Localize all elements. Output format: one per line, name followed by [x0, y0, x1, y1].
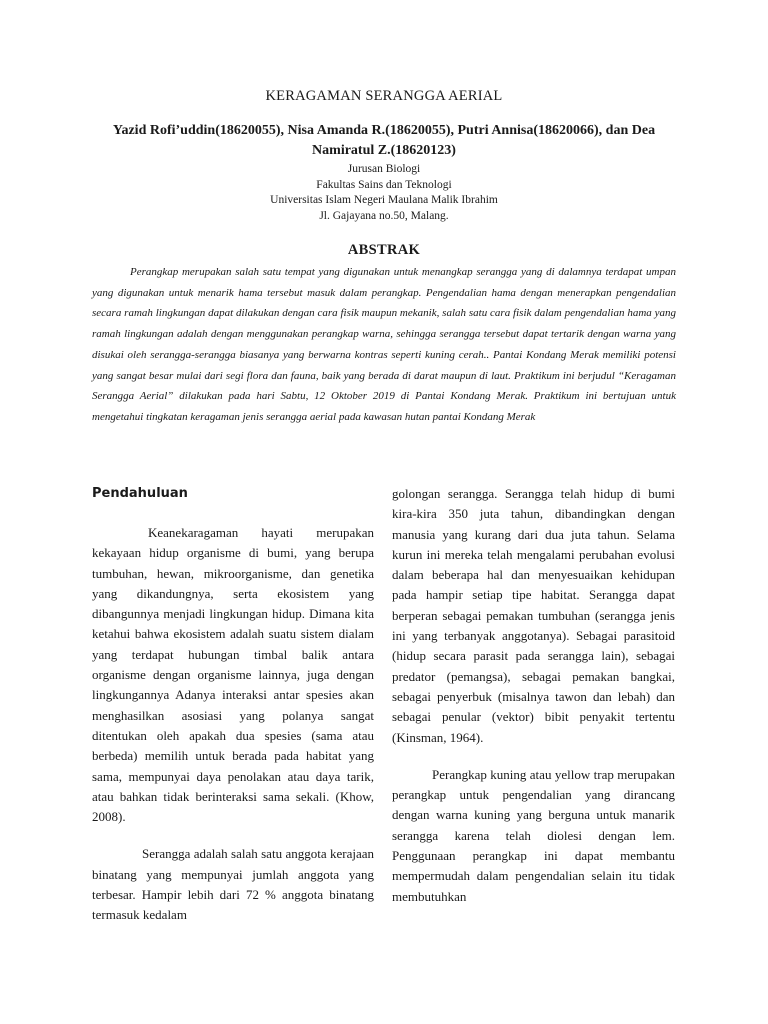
paper-title: KERAGAMAN SERANGGA AERIAL — [265, 88, 503, 104]
paragraph: golongan serangga. Serangga telah hidup di bumi kira-kira 350 juta tahun, dibandingkan dengan manusia yang kurang dari dua juta tahun. Selama kurun ini mereka telah mengalami perubahan evolusi dalam beberapa hal dan menyesuaikan kehidupan pada hampir setiap tipe habitat. Serangga dapat berperan sebagai pemakan tumbuhan (serangga jenis ini yang terbanyak anggotanya). Sebagai parasitoid (hidup secara parasit pada serangga lain), sebagai predator (pemangsa), sebagai pemakan bangkai, sebagai penyerbuk (misalnya tawon dan lebah) dan sebagai penular (vektor) bibit penyakit tertentu (Kinsman, 1964). — [392, 486, 675, 745]
affiliation-university: Universitas Islam Negeri Maulana Malik Ibrahim — [270, 194, 498, 206]
paragraph: Perangkap kuning atau yellow trap merupakan perangkap untuk pengendalian yang dirancang dengan warna kuning yang berguna untuk manarik serangga karena telah diolesi dengan lem. Penggunaan perangkap ini dapat membantu mempermudah dalam pengendalian selain itu tidak membutuhkan — [392, 766, 675, 904]
affiliation-department: Jurusan Biologi — [347, 163, 421, 175]
affiliation-address: Jl. Gajayana no.50, Malang. — [319, 209, 449, 222]
paragraph: Serangga adalah salah satu anggota kerajaan binatang yang mempunyai jumlah anggota yang terbesar. Hampir lebih dari 72 % anggota binatang termasuk kedalam — [92, 846, 374, 923]
abstract-heading: ABSTRAK — [347, 242, 421, 258]
abstract-text: Perangkap merupakan salah satu tempat yang digunakan untuk menangkap serangga yang di dalamnya terdapat umpan yang digunakan untuk menarik hama tersebut masuk dalam perangkap. Pengendalian hama dengan menerapkan pengendalian secara ramah lingkungan dapat dilakukan dengan cara fisik maupun mekanik, salah satu cara fisik dalam pengendalian hama yang ramah lingkungan adalah dengan menggunakan perangkap warna, sehingga serangga tersebut dapat tertarik dengan warna yang disukai oleh serangga-serangga biasanya yang berwarna kontras seperti kuning cerah.. Pantai Kondang Merak memiliki potensi yang sangat besar mulai dari segi flora dan fauna, baik yang berada di darat maupun di laut. Praktikum ini berjudul “Keragaman Serangga Aerial” dilakukan pada hari Sabtu, 12 Oktober 2019 di Pantai Kondang Merak. Praktikum ini bertujuan untuk mengetahui tingkatan keragaman jenis serangga aerial pada kawasan hutan pantai Kondang Merak — [92, 266, 676, 423]
section-heading: Pendahuluan — [92, 486, 188, 501]
paragraph: Keanekaragaman hayati merupakan kekayaan hidup organisme di bumi, yang berupa tumbuhan, hewan, mikroorganisme, dan genetika yang dikandungnya, serta ekosistem yang dibangunnya menjadi lingkungan hidup. Dimana kita ketahui bahwa ekosistem adalah suatu sistem dialam yang terdapat hubungan timbal balik antara organisme dengan organisme lainnya, juga dengan lingkungannya Adanya interaksi antar spesies akan menghasilkan asosiasi yang polanya sangat ditentukan oleh apakah dua spesies (sama atau berbeda) memilih untuk berada pada habitat yang sama, mempunyai daya penolakan atau daya tarik, atau bahkan tidak berinteraksi sama sekali. (Khow, 2008). — [92, 525, 374, 825]
author-list: Yazid Rofi’uddin(18620055), Nisa Amanda R.(18620055), Putri Annisa(18620066), dan Dea Namiratul Z.(18620123) — [112, 123, 656, 158]
left-column — [92, 485, 374, 943]
right-column — [392, 484, 675, 924]
affiliation-faculty: Fakultas Sains dan Teknologi — [316, 178, 452, 191]
affiliation-block — [0, 162, 768, 224]
